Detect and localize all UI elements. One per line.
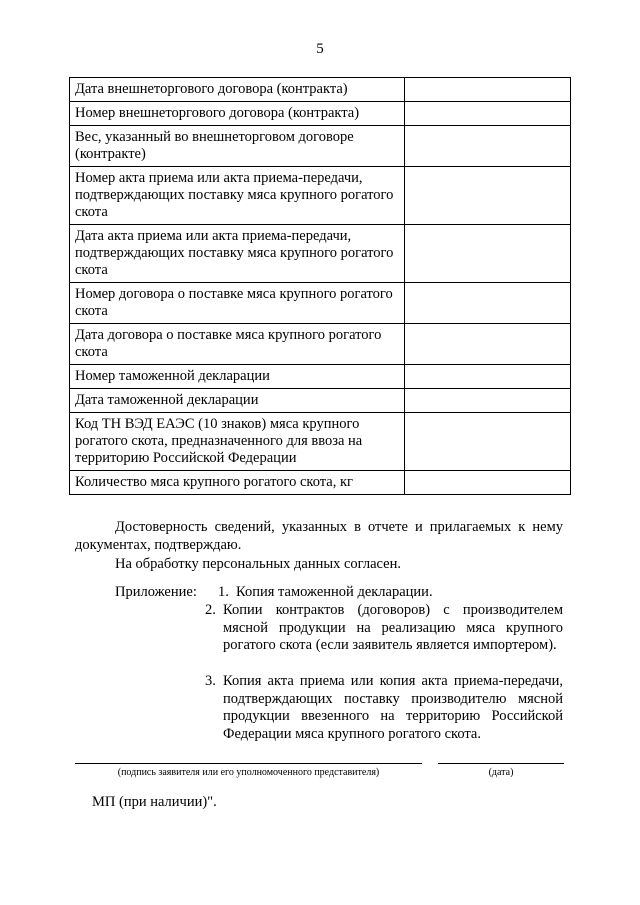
row-label: Дата таможенной декларации: [70, 389, 405, 413]
table-row: [70, 102, 571, 126]
page-number: 5: [316, 41, 324, 57]
table-row: [70, 167, 571, 225]
row-value: [404, 324, 570, 365]
row-label: Номер договора о поставке мяса крупного рогатого скота: [70, 283, 405, 324]
attachment-text: Копии контрактов (договоров) с производителем мясной продукции на реализацию мяса крупного рогатого скота (если заявитель является импортером).: [223, 602, 563, 653]
table-row: [70, 389, 571, 413]
table-row: [70, 413, 571, 471]
row-value: [404, 389, 570, 413]
row-label: Номер внешнеторгового договора (контракта): [70, 102, 405, 126]
row-value: [404, 78, 570, 102]
row-value: [404, 283, 570, 324]
row-value: [404, 365, 570, 389]
row-label: Дата акта приема или акта приема-передачи, подтверждающих поставку мяса крупного рогатого скота: [70, 225, 405, 283]
row-label: Вес, указанный во внешнеторговом договоре (контракте): [70, 126, 405, 167]
signature-line: [75, 763, 422, 764]
table-row: [70, 283, 571, 324]
table-row: [70, 126, 571, 167]
row-value: [404, 167, 570, 225]
attachment-text: Копия таможенной декларации.: [236, 584, 433, 600]
date-line: [438, 763, 564, 764]
row-label: Номер акта приема или акта приема-передачи, подтверждающих поставку мяса крупного рогатого скота: [70, 167, 405, 225]
attachment-item-3: [205, 673, 563, 743]
row-value: [404, 471, 570, 495]
row-value: [404, 413, 570, 471]
row-label: Дата договора о поставке мяса крупного рогатого скота: [70, 324, 405, 365]
table-row: [70, 365, 571, 389]
row-label: Дата внешнеторгового договора (контракта): [70, 78, 405, 102]
attachment-text: Копия акта приема или копия акта приема-передачи, подтверждающих поставку производителю мясной продукции ввезенного на территорию Российской Федерации мяса крупного рогатого скота.: [223, 673, 563, 742]
table-row: [70, 225, 571, 283]
row-label: Номер таможенной декларации: [70, 365, 405, 389]
attachment-number: 1.: [218, 584, 229, 600]
table-row: [70, 78, 571, 102]
row-value: [404, 102, 570, 126]
attachment-item-1: [218, 584, 576, 602]
confirmation-paragraph: Достоверность сведений, указанных в отчете и прилагаемых к нему документах, подтверждаю.: [75, 519, 563, 553]
attachment-number: 2.: [205, 602, 216, 618]
stamp-note: МП (при наличии)".: [92, 794, 217, 810]
signature-caption: (подпись заявителя или его уполномоченного представителя): [117, 767, 380, 778]
row-value: [404, 225, 570, 283]
row-label: Количество мяса крупного рогатого скота, кг: [70, 471, 405, 495]
attachment-number: 3.: [205, 673, 216, 689]
table-row: [70, 324, 571, 365]
row-label: Код ТН ВЭД ЕАЭС (10 знаков) мяса крупного рогатого скота, предназначенного для ввоза на территорию Российской Федерации: [70, 413, 405, 471]
attachments-title-label: Приложение:: [115, 584, 197, 600]
report-table: [69, 77, 571, 495]
consent-paragraph: На обработку персональных данных согласен.: [115, 556, 401, 572]
row-value: [404, 126, 570, 167]
attachment-item-2: [205, 602, 563, 655]
table-row: [70, 471, 571, 495]
date-caption: (дата): [488, 767, 514, 778]
